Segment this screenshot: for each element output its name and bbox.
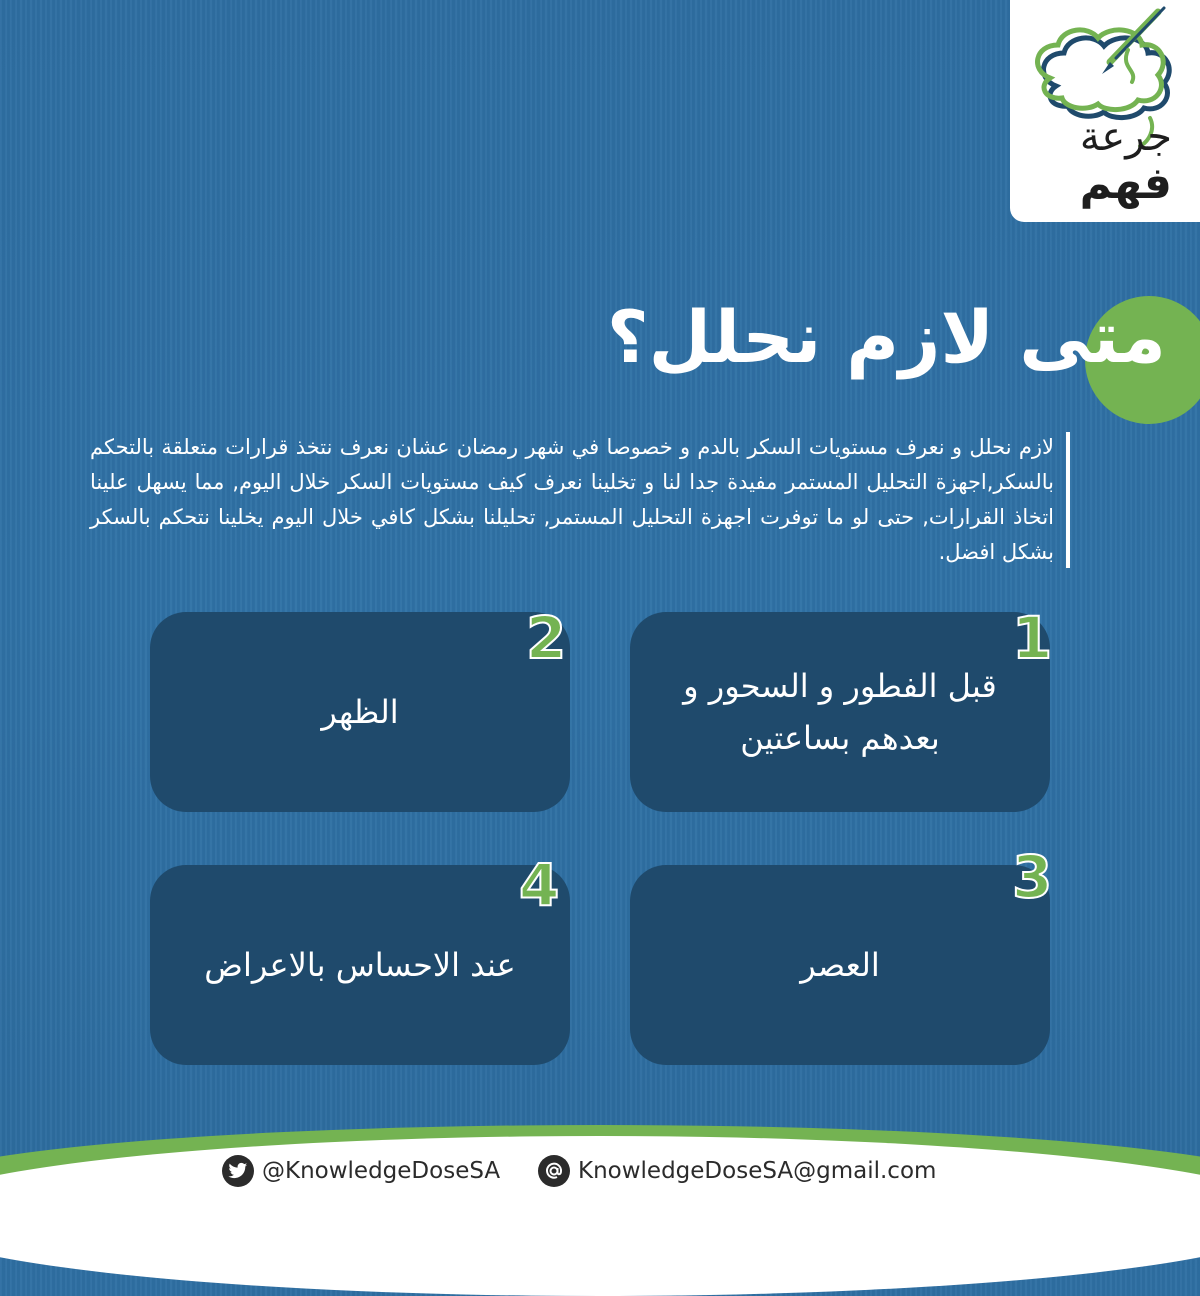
time-card-text: العصر <box>800 946 880 984</box>
time-card-text: عند الاحساس بالاعراض <box>204 946 516 984</box>
logo-card <box>1010 0 1200 222</box>
intro-paragraph: لازم نحلل و نعرف مستويات السكر بالدم و خصوصا في شهر رمضان عشان نعرف نتخذ قرارات متعلقة بالتحكم بالسكر,اجهزة التحليل المستمر مفيدة جدا لنا و تخلينا نعرف كيف مستويات السكر خلال اليوم, مما يسهل علينا اتخاذ القرارات, حتى لو ما توفرت اجهزة التحليل المستمر, تحليلنا بشكل كافي خلال اليوم يخلينا نتحكم بالسكر بشكل افضل. <box>90 435 1054 564</box>
intro-accent-bar <box>1066 432 1070 568</box>
time-card-number: 3 <box>1012 843 1053 911</box>
logo-text-line1: جرعة <box>1079 114 1172 160</box>
time-card-2 <box>150 612 570 812</box>
time-card-number: 4 <box>519 851 560 919</box>
footer-email-text: KnowledgeDoseSA@gmail.com <box>578 1158 937 1184</box>
logo-text-line2: فهم <box>1079 158 1172 209</box>
time-card-text: قبل الفطور و السحور و بعدهم بساعتين <box>683 667 997 757</box>
time-card-text: الظهر <box>321 693 399 731</box>
at-icon <box>538 1155 570 1187</box>
twitter-icon <box>222 1155 254 1187</box>
page-title: متى لازم نحلل؟ <box>606 295 1166 379</box>
time-card-number: 1 <box>1012 604 1053 672</box>
time-card-3 <box>630 865 1050 1065</box>
time-card-1 <box>630 612 1050 812</box>
time-card-4 <box>150 865 570 1065</box>
footer-twitter-handle: @KnowledgeDoseSA <box>262 1158 501 1184</box>
footer-email[interactable] <box>538 1155 936 1187</box>
footer-twitter[interactable] <box>222 1155 500 1187</box>
time-card-number: 2 <box>526 604 567 672</box>
